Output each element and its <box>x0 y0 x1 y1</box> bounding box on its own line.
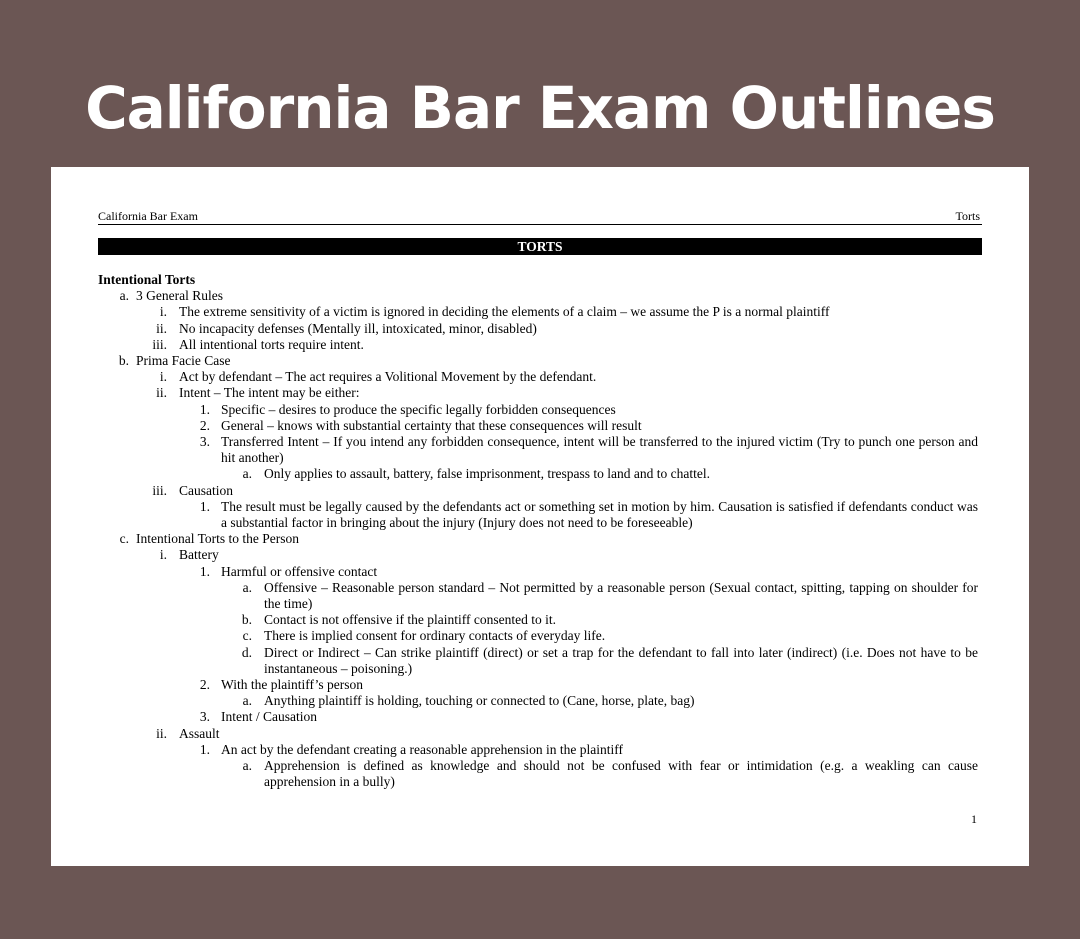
outline-text: 3 General Rules <box>136 288 223 304</box>
outline-text: Prima Facie Case <box>136 353 231 369</box>
outline-marker: d. <box>241 644 252 660</box>
outline-item <box>98 742 982 758</box>
outline-text: Only applies to assault, battery, false imprisonment, trespass to land and to chattel. <box>264 466 711 482</box>
outline-item <box>98 677 982 693</box>
outline-text: Anything plaintiff is holding, touching or connected to (Cane, horse, plate, bag) <box>264 693 695 709</box>
outline-text: Apprehension is defined as knowledge and should not be confused with fear or intimidation (e.g. a weakling can cause apprehension in a bully) <box>264 758 978 790</box>
header-right: Torts <box>955 209 980 223</box>
outline-marker: c. <box>119 531 129 547</box>
outline-text: With the plaintiff’s person <box>221 677 364 693</box>
outline-text: Act by defendant – The act requires a Volitional Movement by the defendant. <box>179 369 597 385</box>
outline-marker: i. <box>159 547 167 563</box>
outline-marker: a. <box>242 693 252 709</box>
outline-item <box>98 612 982 628</box>
outline-item <box>98 466 982 482</box>
outline-text: Assault <box>179 725 220 741</box>
outline-marker: a. <box>242 466 252 482</box>
outline-item <box>98 353 982 369</box>
outline-marker: 1. <box>199 563 210 579</box>
outline-item <box>98 693 982 709</box>
outline-text: Causation <box>179 482 233 498</box>
outline-item <box>98 418 982 434</box>
outline-text: Offensive – Reasonable person standard – Not permitted by a reasonable person (Sexual contact, spitting, tapping on shoulder for the time) <box>264 579 978 612</box>
outline-text: All intentional torts require intent. <box>179 336 364 352</box>
outline-item <box>98 499 982 531</box>
outline-marker: a. <box>119 288 129 304</box>
outline-item <box>98 434 982 466</box>
outline-item <box>98 758 982 790</box>
outline-text: The extreme sensitivity of a victim is ignored in deciding the elements of a claim – we assume the P is a normal plaintiff <box>179 304 830 320</box>
outline-marker: c. <box>242 628 252 644</box>
header-left: California Bar Exam <box>98 209 198 223</box>
outline-marker: b. <box>241 612 252 628</box>
outline-marker: iii. <box>152 336 167 352</box>
outline-text: No incapacity defenses (Mentally ill, intoxicated, minor, disabled) <box>179 320 537 336</box>
outline-text: General – knows with substantial certainty that these consequences will result <box>221 417 642 433</box>
outline-item <box>98 321 982 337</box>
outline-marker: ii. <box>156 385 167 401</box>
outline-text: There is implied consent for ordinary contacts of everyday life. <box>264 628 606 644</box>
outline-item <box>98 531 982 547</box>
outline-item <box>98 385 982 401</box>
outline-marker: a. <box>242 758 252 774</box>
outline-text: Contact is not offensive if the plaintiff consented to it. <box>264 612 556 628</box>
outline-marker: 2. <box>199 417 210 433</box>
outline-item <box>98 402 982 418</box>
outline-text: Intentional Torts to the Person <box>136 531 300 547</box>
outline-item <box>98 645 982 677</box>
outline-item <box>98 304 982 320</box>
outline-marker: 3. <box>199 709 210 725</box>
outline-marker: 2. <box>199 677 210 693</box>
outline-item <box>98 564 982 580</box>
outline-marker: 1. <box>199 498 210 514</box>
outline-marker: 3. <box>199 434 210 450</box>
outline-item <box>98 337 982 353</box>
outline-text: Intent – The intent may be either: <box>179 385 360 401</box>
outline-item <box>98 580 982 612</box>
outline-marker: a. <box>242 579 252 595</box>
outline <box>98 272 982 791</box>
outline-marker: iii. <box>152 482 167 498</box>
outline-item <box>98 628 982 644</box>
outline-item <box>98 483 982 499</box>
document-page <box>51 167 1029 866</box>
outline-text: An act by the defendant creating a reasonable apprehension in the plaintiff <box>221 741 623 757</box>
outline-text: Specific – desires to produce the specific legally forbidden consequences <box>221 401 616 417</box>
section-title-bar: TORTS <box>98 238 982 255</box>
outline-item <box>98 709 982 725</box>
page-number: 1 <box>971 812 977 826</box>
outline-marker: 1. <box>199 401 210 417</box>
outline-text: Transferred Intent – If you intend any forbidden consequence, intent will be transferred to the injured victim (Try to punch one person and hit another) <box>221 434 978 466</box>
outline-marker: b. <box>118 353 129 369</box>
outline-marker: i. <box>159 369 167 385</box>
outline-text: Direct or Indirect – Can strike plaintiff (direct) or set a trap for the defendant to fall into later (indirect) (i.e. Does not have to be instantaneous – poisoning.) <box>264 644 978 676</box>
outline-item <box>98 726 982 742</box>
outline-marker: 1. <box>199 741 210 757</box>
outline-item <box>98 288 982 304</box>
outline-text: The result must be legally caused by the defendants act or something set in motion by him. Causation is satisfied if defendants conduct was a substantial factor in bringing about the injury (Injury does not need to be foreseeable) <box>221 498 978 531</box>
running-header <box>98 209 982 225</box>
outline-text: Intent / Causation <box>221 709 317 725</box>
outline-text: Battery <box>179 547 219 563</box>
outline-heading: Intentional Torts <box>98 272 196 287</box>
outline-item <box>98 547 982 563</box>
outline-marker: ii. <box>156 725 167 741</box>
banner-title: California Bar Exam Outlines <box>85 74 995 142</box>
outline-marker: ii. <box>156 320 167 336</box>
outline-marker: i. <box>159 304 167 320</box>
outline-text: Harmful or offensive contact <box>221 563 378 579</box>
outline-item <box>98 369 982 385</box>
